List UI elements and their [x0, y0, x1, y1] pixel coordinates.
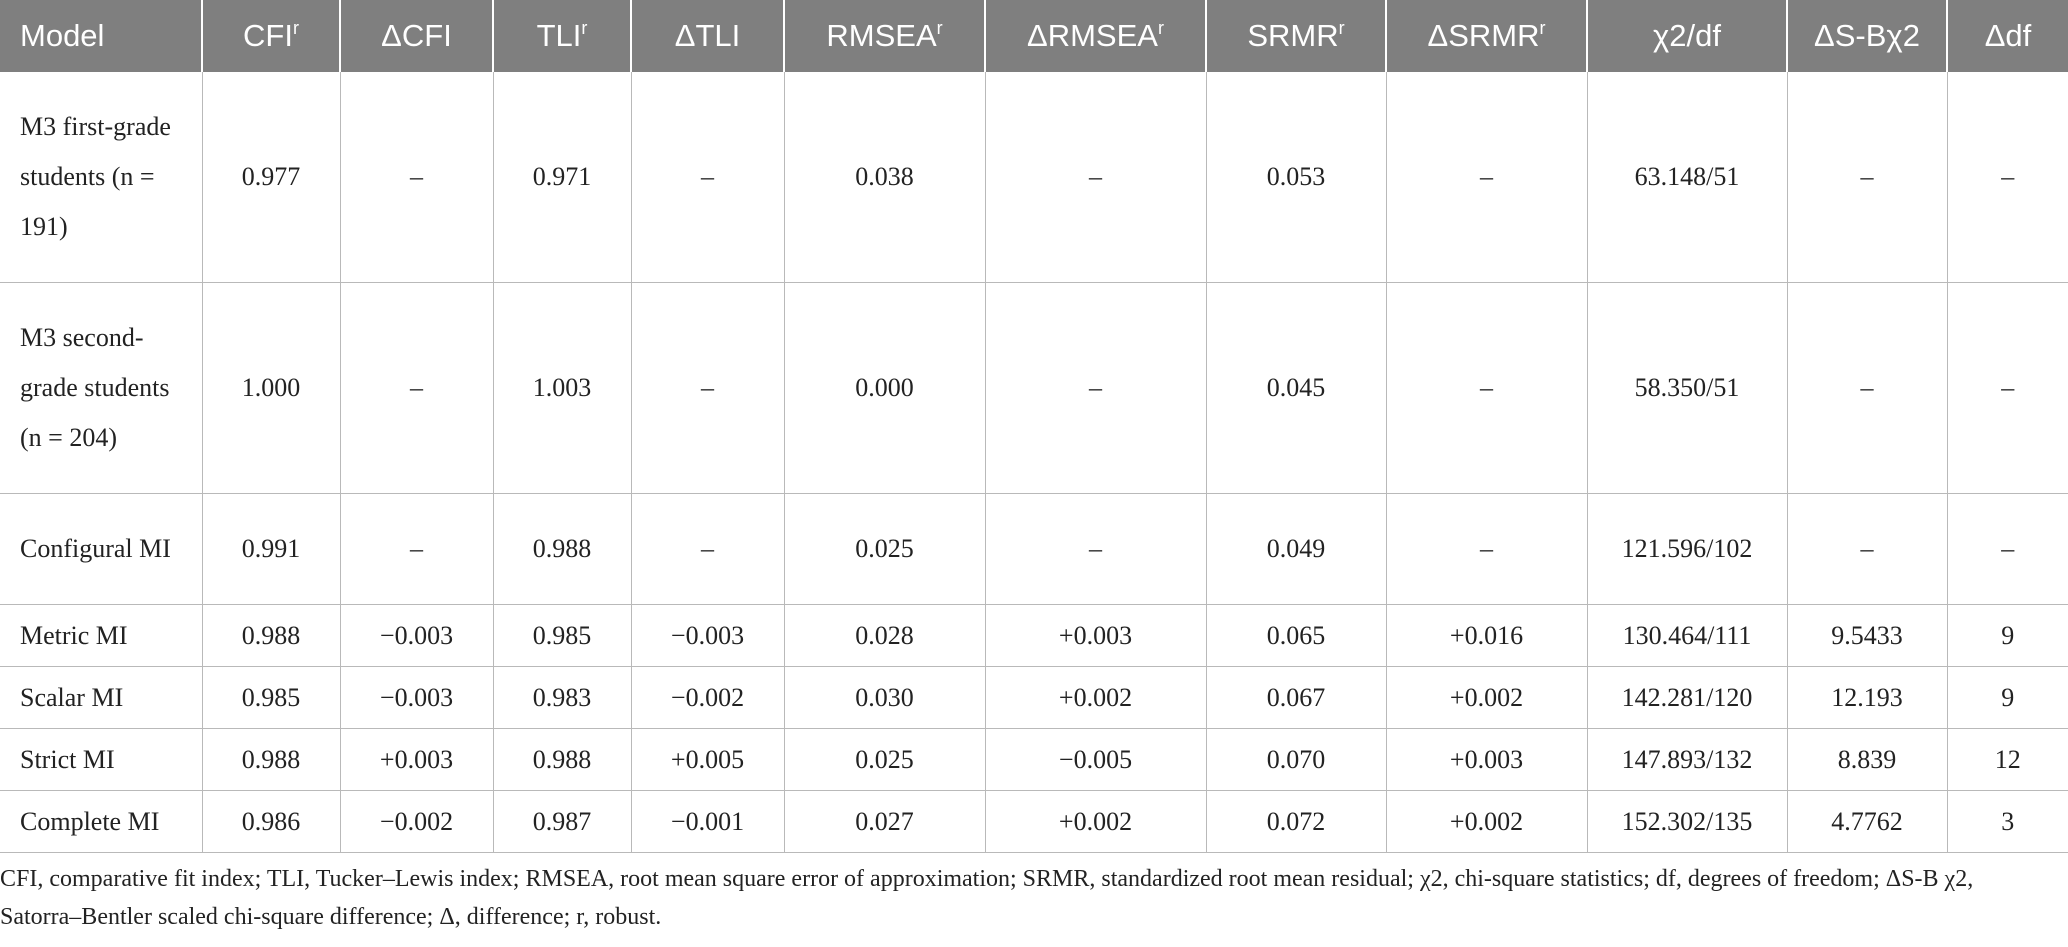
value-cell: −0.002 — [340, 791, 493, 853]
header-cell: RMSEA$^r$ — [784, 0, 985, 72]
value-cell: −0.003 — [340, 605, 493, 667]
value-cell: 0.049 — [1206, 494, 1386, 605]
value-cell: −0.003 — [340, 667, 493, 729]
value-cell: 0.986 — [202, 791, 340, 853]
value-cell: 0.072 — [1206, 791, 1386, 853]
value-cell: – — [1947, 72, 2068, 283]
value-cell: 121.596/102 — [1587, 494, 1787, 605]
header-cell: ΔSRMR$^r$ — [1386, 0, 1587, 72]
value-cell: 0.983 — [493, 667, 631, 729]
value-cell: 12 — [1947, 729, 2068, 791]
value-cell: 1.003 — [493, 283, 631, 494]
value-cell: 1.000 — [202, 283, 340, 494]
value-cell: – — [1787, 283, 1947, 494]
value-cell: 0.067 — [1206, 667, 1386, 729]
value-cell: 0.053 — [1206, 72, 1386, 283]
value-cell: 0.988 — [202, 729, 340, 791]
value-cell: 4.7762 — [1787, 791, 1947, 853]
value-cell: +0.002 — [1386, 667, 1587, 729]
value-cell: – — [631, 72, 784, 283]
table-row — [0, 729, 2068, 791]
value-cell: – — [340, 283, 493, 494]
value-cell: – — [1787, 72, 1947, 283]
model-cell: Metric MI — [0, 605, 202, 667]
value-cell: 9 — [1947, 667, 2068, 729]
header-cell: Model — [0, 0, 202, 72]
value-cell: – — [1947, 283, 2068, 494]
model-cell: M3 second-grade students (n = 204) — [0, 283, 202, 494]
value-cell: +0.002 — [1386, 791, 1587, 853]
value-cell: 0.000 — [784, 283, 985, 494]
header-cell: SRMR$^r$ — [1206, 0, 1386, 72]
value-cell: −0.002 — [631, 667, 784, 729]
value-cell: −0.003 — [631, 605, 784, 667]
table-row — [0, 494, 2068, 605]
value-cell: – — [1386, 72, 1587, 283]
value-cell: 9.5433 — [1787, 605, 1947, 667]
table-row — [0, 72, 2068, 283]
header-cell: ΔS-Bχ2 — [1787, 0, 1947, 72]
table-row — [0, 605, 2068, 667]
value-cell: 0.070 — [1206, 729, 1386, 791]
value-cell: 0.977 — [202, 72, 340, 283]
model-cell: Strict MI — [0, 729, 202, 791]
value-cell: 58.350/51 — [1587, 283, 1787, 494]
value-cell: 0.971 — [493, 72, 631, 283]
header-cell: ΔCFI — [340, 0, 493, 72]
value-cell: – — [1386, 283, 1587, 494]
value-cell: +0.002 — [985, 791, 1206, 853]
value-cell: – — [985, 283, 1206, 494]
table-body — [0, 72, 2068, 853]
value-cell: 8.839 — [1787, 729, 1947, 791]
value-cell: +0.002 — [985, 667, 1206, 729]
value-cell: 0.985 — [493, 605, 631, 667]
value-cell: +0.005 — [631, 729, 784, 791]
model-cell: M3 first-grade students (n = 191) — [0, 72, 202, 283]
value-cell: – — [631, 283, 784, 494]
value-cell: – — [631, 494, 784, 605]
header-cell: CFI$^r$ — [202, 0, 340, 72]
value-cell: +0.003 — [985, 605, 1206, 667]
value-cell: – — [340, 72, 493, 283]
model-cell: Scalar MI — [0, 667, 202, 729]
value-cell: 0.028 — [784, 605, 985, 667]
value-cell: 0.027 — [784, 791, 985, 853]
value-cell: 0.988 — [493, 729, 631, 791]
value-cell: 0.038 — [784, 72, 985, 283]
model-cell: Configural MI — [0, 494, 202, 605]
value-cell: 0.065 — [1206, 605, 1386, 667]
header-cell: Δdf — [1947, 0, 2068, 72]
value-cell: +0.003 — [1386, 729, 1587, 791]
value-cell: 0.030 — [784, 667, 985, 729]
value-cell: 0.991 — [202, 494, 340, 605]
value-cell: 9 — [1947, 605, 2068, 667]
value-cell: 0.025 — [784, 729, 985, 791]
table-footnote: CFI, comparative fit index; TLI, Tucker–Lewis index; RMSEA, root mean square error of approximation; SRMR, standardized root mean residual; χ2, chi-square statistics; df, degrees of freedom; ΔS-B χ2, Satorra–Bentler scaled chi-square difference; Δ, difference; r, robust. — [0, 866, 1974, 930]
value-cell: – — [985, 72, 1206, 283]
header-cell: χ2/df — [1587, 0, 1787, 72]
value-cell: 0.987 — [493, 791, 631, 853]
value-cell: – — [985, 494, 1206, 605]
value-cell: +0.003 — [340, 729, 493, 791]
header-cell: TLI$^r$ — [493, 0, 631, 72]
value-cell: −0.001 — [631, 791, 784, 853]
value-cell: 0.025 — [784, 494, 985, 605]
value-cell: 142.281/120 — [1587, 667, 1787, 729]
value-cell: −0.005 — [985, 729, 1206, 791]
value-cell: – — [340, 494, 493, 605]
model-cell: Complete MI — [0, 791, 202, 853]
header-cell: ΔRMSEA$^r$ — [985, 0, 1206, 72]
value-cell: – — [1787, 494, 1947, 605]
header-cell: ΔTLI — [631, 0, 784, 72]
value-cell: 0.988 — [202, 605, 340, 667]
value-cell: 130.464/111 — [1587, 605, 1787, 667]
value-cell: – — [1386, 494, 1587, 605]
value-cell: 0.988 — [493, 494, 631, 605]
value-cell: 0.985 — [202, 667, 340, 729]
value-cell: 0.045 — [1206, 283, 1386, 494]
value-cell: – — [1947, 494, 2068, 605]
value-cell: 152.302/135 — [1587, 791, 1787, 853]
value-cell: 63.148/51 — [1587, 72, 1787, 283]
header-row — [0, 0, 2068, 72]
value-cell: 147.893/132 — [1587, 729, 1787, 791]
table-row — [0, 283, 2068, 494]
value-cell: 3 — [1947, 791, 2068, 853]
value-cell: 12.193 — [1787, 667, 1947, 729]
table-row — [0, 667, 2068, 729]
value-cell: +0.016 — [1386, 605, 1587, 667]
table-row — [0, 791, 2068, 853]
